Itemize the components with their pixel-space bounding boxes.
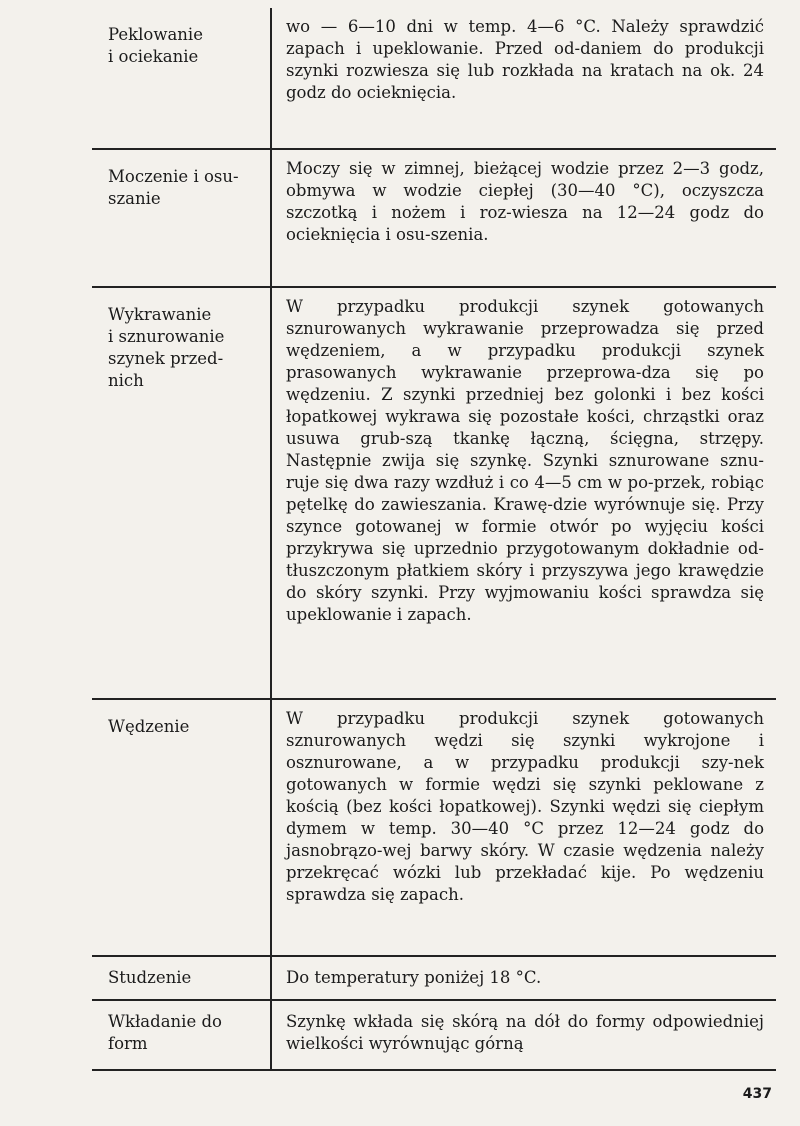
step-description: wo — 6—10 dni w temp. 4—6 °C. Należy sprawdzić zapach i upeklowanie. Przed od-daniem do produkcji szynki rozwiesza się lub rozkłada na kratach na ok. 24 godz do ocieknięcia. bbox=[286, 17, 764, 102]
table-row bbox=[92, 999, 776, 1069]
step-description: Do temperatury poniżej 18 °C. bbox=[286, 968, 542, 987]
step-name: Wykrawanie i sznurowanie szynek przed- nich bbox=[92, 288, 272, 698]
step-description: Moczy się w zimnej, bieżącej wodzie przez 2—3 godz, obmywa w wodzie ciepłej (30—40 °C), oczyszcza szczotką i nożem i roz-wiesza na 12—24 godz do ocieknięcia i osu-szenia. bbox=[286, 159, 764, 244]
step-description: W przypadku produkcji szynek gotowanych sznurowanych wykrawanie przeprowadza się przed wędzeniem, a w przypadku produkcji szynek prasowanych wykrawanie przeprowa-dza się po wędzeniu. Z szynki przedniej bez golonki i bez kości łopatkowej wykrawa się pozostałe kości, chrząstki oraz usuwa grub-szą tkankę łączną, ścięgna, strzępy. Następnie zwija się szynkę. Szynki sznurowane sznu-ruje się dwa razy wzdłuż i co 4—5 cm w po-przek, robiąc pętelkę do zawieszania. Krawę-dzie wyrównuje się. Przy szynce gotowanej w formie otwór po wyjęciu kości przykrywa się uprzednio przygotowanym dokładnie od-tłuszczonym płatkiem skóry i przyszywa jego krawędzie do skóry szynki. Przy wyjmowaniu kości sprawdza się upeklowanie i zapach. bbox=[286, 297, 764, 624]
step-description: Szynkę wkłada się skórą na dół do formy odpowiedniej wielkości wyrównując górną bbox=[286, 1012, 764, 1053]
table-row bbox=[92, 148, 776, 286]
page-number: 437 bbox=[742, 1086, 772, 1102]
step-description: W przypadku produkcji szynek gotowanych sznurowanych wędzi się szynki wykrojone i osznurowane, a w przypadku produkcji szy-nek gotowanych w formie wędzi się szynki peklowane z kością (bez kości łopatkowej). Szynki wędzi się ciepłym dymem w temp. 30—40 °C przez 12—24 godz do jasnobrązo-wej barwy skóry. W czasie wędzenia należy przekręcać wózki lub przekładać kije. Po wędzeniu sprawdza się zapach. bbox=[286, 709, 764, 904]
step-name: Moczenie i osu- szanie bbox=[92, 150, 272, 286]
table-row bbox=[92, 955, 776, 999]
process-table bbox=[92, 8, 776, 1071]
table-row bbox=[92, 8, 776, 148]
step-name: Peklowanie i ociekanie bbox=[92, 8, 272, 148]
table-row bbox=[92, 286, 776, 698]
step-name: Wędzenie bbox=[92, 700, 272, 955]
table-row bbox=[92, 698, 776, 955]
step-name: Wkładanie do form bbox=[92, 1001, 272, 1069]
step-name: Studzenie bbox=[92, 957, 272, 999]
